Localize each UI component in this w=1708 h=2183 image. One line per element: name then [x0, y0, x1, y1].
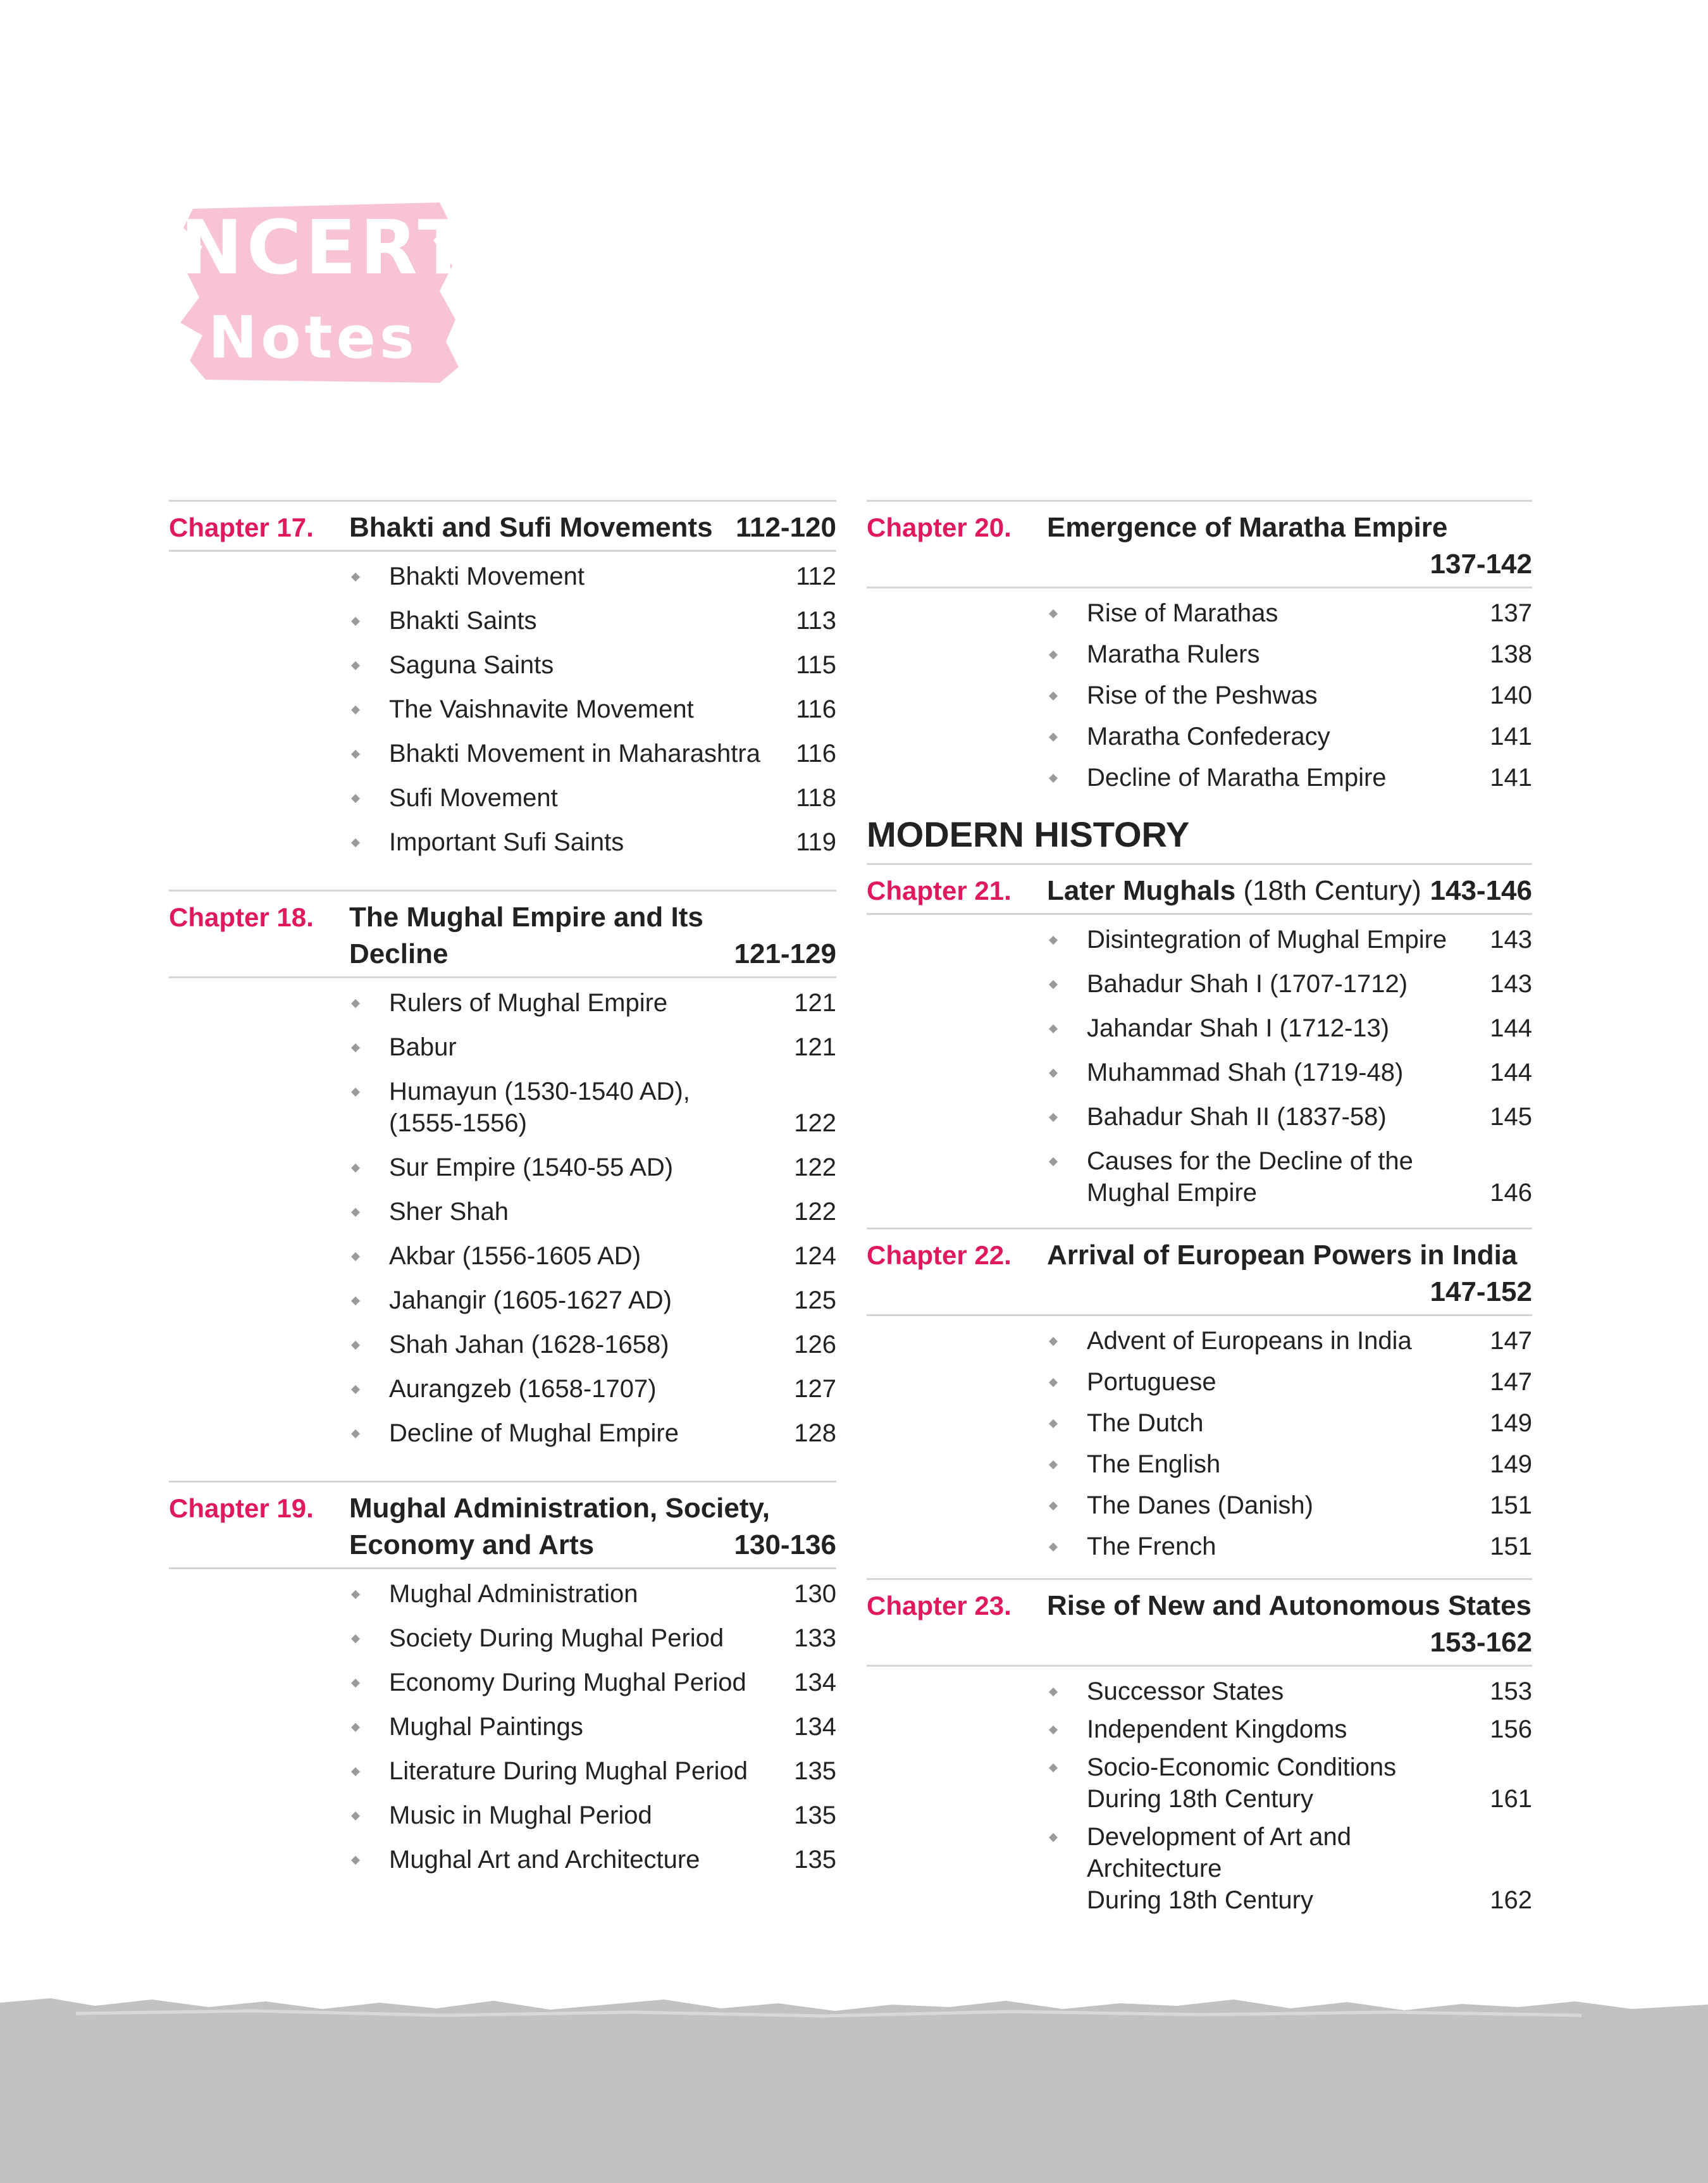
topic-item[interactable]: Aurangzeb (1658-1707) 127	[169, 1373, 836, 1405]
topic-item[interactable]: The Vaishnavite Movement 116	[169, 693, 836, 725]
topic-item[interactable]: Jahandar Shah I (1712-13) 144	[867, 1012, 1532, 1044]
topic-list	[169, 1569, 836, 1875]
toc-left-column	[169, 500, 836, 1888]
chapter-page-range: 143-146	[1430, 875, 1532, 906]
topic-item[interactable]: Maratha Rulers 138	[867, 638, 1532, 670]
bullet-icon	[351, 1164, 360, 1172]
topic-item[interactable]: Important Sufi Saints 119	[169, 826, 836, 858]
bullet-icon	[351, 661, 360, 670]
topic-item[interactable]: The Danes (Danish) 151	[867, 1490, 1532, 1521]
chapter-title[interactable]: Bhakti and Sufi Movements	[349, 512, 713, 543]
topic-item[interactable]: Bahadur Shah I (1707-1712) 143	[867, 968, 1532, 1000]
topic-item[interactable]: Humayun (1530-1540 AD), (1555-1556) 122	[169, 1076, 836, 1139]
bullet-icon	[1049, 692, 1058, 700]
chapter-number: Chapter 18.	[169, 902, 314, 932]
chapter-number: Chapter 19.	[169, 1493, 314, 1523]
topic-item[interactable]: Mughal Art and Architecture 135	[169, 1844, 836, 1875]
topic-item[interactable]: Portuguese 147	[867, 1366, 1532, 1398]
bullet-icon	[351, 1590, 360, 1599]
topic-list	[169, 552, 836, 858]
bullet-icon	[1049, 1157, 1058, 1166]
bullet-icon	[351, 1088, 360, 1097]
bullet-icon	[1049, 1337, 1058, 1346]
topic-item[interactable]: Bhakti Movement 112	[169, 561, 836, 592]
chapter-number: Chapter 17.	[169, 513, 314, 542]
chapter-title[interactable]: Later Mughals (18th Century)	[1047, 875, 1421, 906]
topic-item[interactable]: Akbar (1556-1605 AD) 124	[169, 1240, 836, 1272]
bullet-icon	[1049, 774, 1058, 783]
bullet-icon	[351, 750, 360, 759]
bullet-icon	[351, 617, 360, 626]
topic-item[interactable]: Bahadur Shah II (1837-58) 145	[867, 1101, 1532, 1133]
chapter-number: Chapter 23.	[867, 1591, 1012, 1620]
bullet-icon	[351, 1767, 360, 1776]
chapter-22	[867, 1228, 1532, 1562]
chapter-title[interactable]: Rise of New and Autonomous States	[1047, 1590, 1532, 1621]
chapter-23	[867, 1578, 1532, 1916]
topic-item[interactable]: Sur Empire (1540-55 AD) 122	[169, 1152, 836, 1183]
section-heading: MODERN HISTORY	[867, 814, 1190, 854]
bullet-icon	[1049, 980, 1058, 989]
chapter-number: Chapter 22.	[867, 1240, 1012, 1270]
topic-item[interactable]: Saguna Saints 115	[169, 649, 836, 681]
bullet-icon	[351, 999, 360, 1008]
topic-item[interactable]: Disintegration of Mughal Empire 143	[867, 924, 1532, 955]
topic-item[interactable]: The English 149	[867, 1448, 1532, 1480]
topic-item[interactable]: Literature During Mughal Period 135	[169, 1755, 836, 1787]
bullet-icon	[1049, 1069, 1058, 1078]
bullet-icon	[1049, 1502, 1058, 1510]
torn-footer-band	[0, 1981, 1708, 2183]
bullet-icon	[351, 1634, 360, 1643]
topic-item[interactable]: Bhakti Movement in Maharashtra 116	[169, 738, 836, 769]
bullet-icon	[1049, 1543, 1058, 1552]
chapter-title[interactable]: The Mughal Empire and Its Decline	[349, 902, 703, 969]
bullet-icon	[351, 1043, 360, 1052]
topic-item[interactable]: Jahangir (1605-1627 AD) 125	[169, 1284, 836, 1316]
chapter-page-range: 130-136	[734, 1529, 836, 1560]
chapter-title[interactable]: Mughal Administration, Society, Economy and Arts	[349, 1493, 770, 1560]
topic-item[interactable]: Independent Kingdoms 156	[867, 1713, 1532, 1745]
chapter-19	[169, 1481, 836, 1875]
topic-item[interactable]: Shah Jahan (1628-1658) 126	[169, 1329, 836, 1360]
topic-item[interactable]: Causes for the Decline of the Mughal Empire 146	[867, 1145, 1532, 1209]
topic-item[interactable]: Society During Mughal Period 133	[169, 1622, 836, 1654]
bullet-icon	[1049, 1726, 1058, 1734]
chapter-page-range: 153-162	[1430, 1627, 1532, 1658]
topic-item[interactable]: Advent of Europeans in India 147	[867, 1325, 1532, 1357]
logo-line-1: NCERT	[180, 204, 473, 291]
toc-right-column	[867, 500, 1532, 1922]
topic-list	[867, 1316, 1532, 1562]
topic-item[interactable]: Maratha Confederacy 141	[867, 721, 1532, 752]
chapter-page-range: 121-129	[734, 938, 836, 969]
bullet-icon	[351, 1341, 360, 1350]
topic-list	[867, 1667, 1532, 1916]
topic-item[interactable]: Sher Shah 122	[169, 1196, 836, 1228]
topic-item[interactable]: Music in Mughal Period 135	[169, 1800, 836, 1831]
bullet-icon	[1049, 1460, 1058, 1469]
chapter-18	[169, 890, 836, 1449]
topic-item[interactable]: Decline of Maratha Empire 141	[867, 762, 1532, 793]
bullet-icon	[351, 794, 360, 803]
chapter-title[interactable]: Emergence of Maratha Empire	[1047, 512, 1448, 543]
topic-item[interactable]: Babur 121	[169, 1031, 836, 1063]
bullet-icon	[1049, 936, 1058, 945]
chapter-page-range: 112-120	[735, 512, 836, 543]
bullet-icon	[1049, 1833, 1058, 1842]
bullet-icon	[1049, 1763, 1058, 1772]
bullet-icon	[1049, 1113, 1058, 1122]
topic-item[interactable]: Rulers of Mughal Empire 121	[169, 987, 836, 1019]
chapter-21	[867, 863, 1532, 1209]
topic-item[interactable]: Successor States 153	[867, 1676, 1532, 1707]
topic-item[interactable]: The Dutch 149	[867, 1407, 1532, 1439]
topic-item[interactable]: Rise of the Peshwas 140	[867, 680, 1532, 711]
topic-list	[867, 588, 1532, 793]
chapter-page-range: 137-142	[1430, 549, 1532, 580]
topic-item[interactable]: Sufi Movement 118	[169, 782, 836, 814]
topic-item[interactable]: Decline of Mughal Empire 128	[169, 1417, 836, 1449]
logo-line-2: Notes	[208, 304, 418, 371]
bullet-icon	[351, 1856, 360, 1865]
bullet-icon	[1049, 609, 1058, 618]
bullet-icon	[351, 838, 360, 847]
chapter-20	[867, 500, 1532, 793]
bullet-icon	[351, 1723, 360, 1732]
bullet-icon	[351, 1679, 360, 1688]
bullet-icon	[351, 573, 360, 582]
topic-item[interactable]: Socio-Economic Conditions During 18th Century 161	[867, 1751, 1532, 1815]
chapter-page-range: 147-152	[1430, 1276, 1532, 1307]
bullet-icon	[1049, 1378, 1058, 1387]
bullet-icon	[351, 706, 360, 714]
topic-list	[169, 978, 836, 1449]
bullet-icon	[1049, 733, 1058, 742]
topic-list	[867, 915, 1532, 1209]
bullet-icon	[1049, 1024, 1058, 1033]
bullet-icon	[351, 1429, 360, 1438]
topic-item[interactable]: Rise of Marathas 137	[867, 597, 1532, 629]
bullet-icon	[1049, 1688, 1058, 1696]
bullet-icon	[1049, 650, 1058, 659]
topic-item[interactable]: Economy During Mughal Period 134	[169, 1667, 836, 1698]
bullet-icon	[351, 1297, 360, 1305]
topic-item[interactable]: Mughal Paintings 134	[169, 1711, 836, 1743]
ncert-notes-logo	[168, 196, 473, 386]
bullet-icon	[351, 1208, 360, 1217]
bullet-icon	[351, 1812, 360, 1820]
bullet-icon	[351, 1385, 360, 1394]
chapter-number: Chapter 21.	[867, 876, 1012, 905]
chapter-title[interactable]: Arrival of European Powers in India	[1047, 1240, 1518, 1271]
bullet-icon	[1049, 1419, 1058, 1428]
topic-item[interactable]: The French 151	[867, 1531, 1532, 1562]
topic-item[interactable]: Development of Art and Architecture During 18th Century 162	[867, 1821, 1532, 1916]
topic-item[interactable]: Mughal Administration 130	[169, 1578, 836, 1610]
chapter-number: Chapter 20.	[867, 513, 1012, 542]
topic-item[interactable]: Muhammad Shah (1719-48) 144	[867, 1057, 1532, 1088]
topic-item[interactable]: Bhakti Saints 113	[169, 605, 836, 637]
bullet-icon	[351, 1252, 360, 1261]
chapter-17	[169, 500, 836, 858]
